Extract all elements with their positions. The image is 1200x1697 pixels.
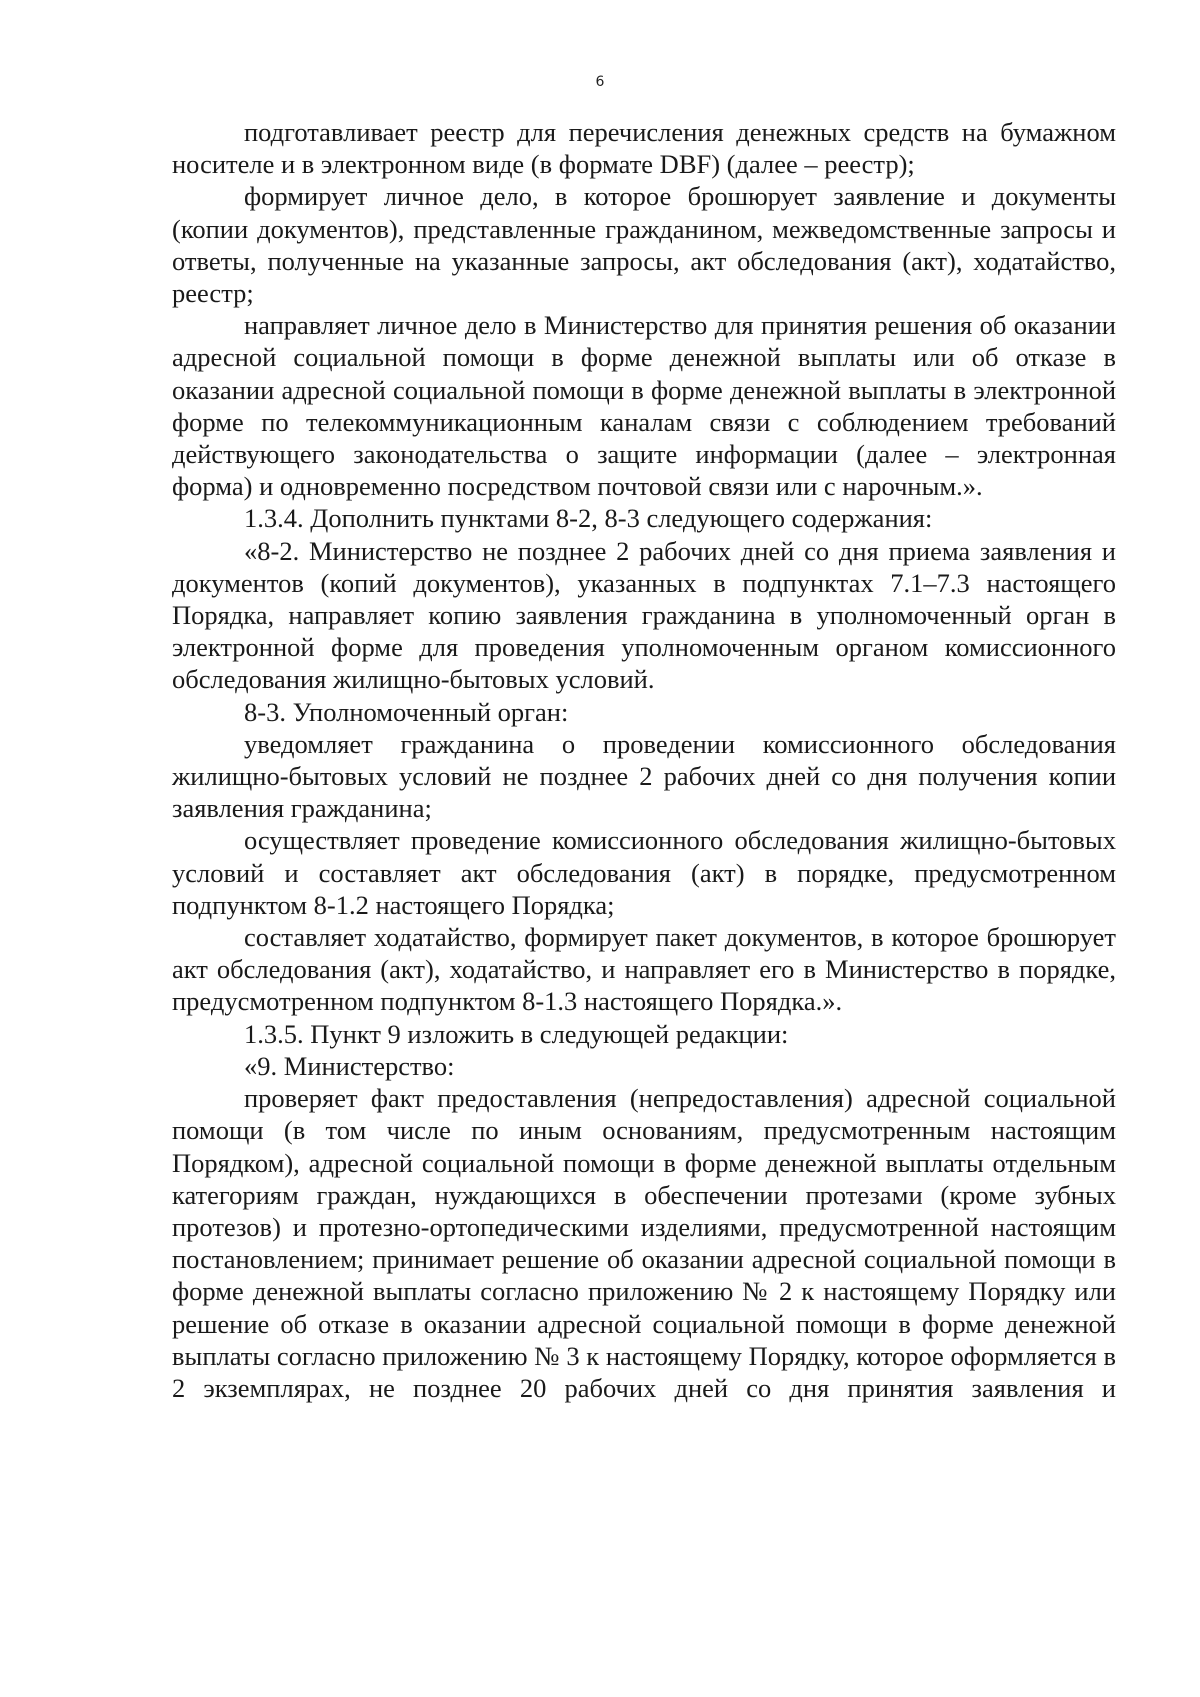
paragraph-clause-8-3: 8-3. Уполномоченный орган: xyxy=(244,696,569,727)
paragraph-send-file: направляет личное дело в Министерство для принятия решения об оказании адресной социальной помощи в форме денежной выплаты или об отказе в оказании адресной социальной помощи в форме денежной выплаты в электронной форме по телекоммуникационным каналам связи с соблюдением требований действующего законодательства о защите информации (далее – электронная форма) и одновременно посредством почтовой связи или с нарочным.». xyxy=(172,310,1116,502)
paragraph-registry: подготавливает реестр для перечисления денежных средств на бумажном носителе и в электронном виде (в формате DBF) (далее – реестр); xyxy=(172,117,1116,180)
document-body xyxy=(172,116,1116,1404)
paragraph-petition: составляет ходатайство, формирует пакет документов, в которое брошюрует акт обследования (акт), ходатайство, и направляет его в Министерство в порядке, предусмотренном подпунктом 8-1.3 настоящего Порядка.». xyxy=(172,922,1116,1017)
paragraph-clause-1-3-4: 1.3.4. Дополнить пунктами 8-2, 8-3 следующего содержания: xyxy=(244,503,933,534)
paragraph-clause-8-2: «8-2. Министерство не позднее 2 рабочих дней со дня приема заявления и документов (копий документов), указанных в подпунктах 7.1–7.3 настоящего Порядка, направляет копию заявления гражданина в уполномоченный орган в электронной форме для проведения уполномоченным органом комиссионного обследования жилищно-бытовых условий. xyxy=(172,535,1116,695)
paragraph-verification: проверяет факт предоставления (непредоставления) адресной социальной помощи (в том числе по иным основаниям, предусмотренным настоящим Порядком), адресной социальной помощи в форме денежной выплаты отдельным категориям граждан, нуждающихся в обеспечении протезами (кроме зубных протезов) и протезно-ортопедическими изделиями, предусмотренной настоящим постановлением; принимает решение об оказании адресной социальной помощи в форме денежной выплаты согласно приложению № 2 к настоящему Порядку или решение об отказе в оказании адресной социальной помощи в форме денежной выплаты согласно приложению № 3 к настоящему Порядку, которое оформляется в 2 экземплярах, не позднее 20 рабочих дней со дня принятия заявления и xyxy=(172,1083,1116,1403)
page-number: 6 xyxy=(595,74,605,90)
paragraph-clause-9: «9. Министерство: xyxy=(244,1050,455,1081)
paragraph-personal-file: формирует личное дело, в которое брошюрует заявление и документы (копии документов), представленные гражданином, межведомственные запросы и ответы, полученные на указанные запросы, акт обследования (акт), ходатайство, реестр; xyxy=(172,181,1116,309)
paragraph-clause-1-3-5: 1.3.5. Пункт 9 изложить в следующей редакции: xyxy=(244,1018,789,1049)
paragraph-inspection: осуществляет проведение комиссионного обследования жилищно-бытовых условий и составляет акт обследования (акт) в порядке, предусмотренном подпунктом 8-1.2 настоящего Порядка; xyxy=(172,825,1116,920)
paragraph-notify-citizen: уведомляет гражданина о проведении комиссионного обследования жилищно-бытовых условий не позднее 2 рабочих дней со дня получения копии заявления гражданина; xyxy=(172,728,1116,824)
